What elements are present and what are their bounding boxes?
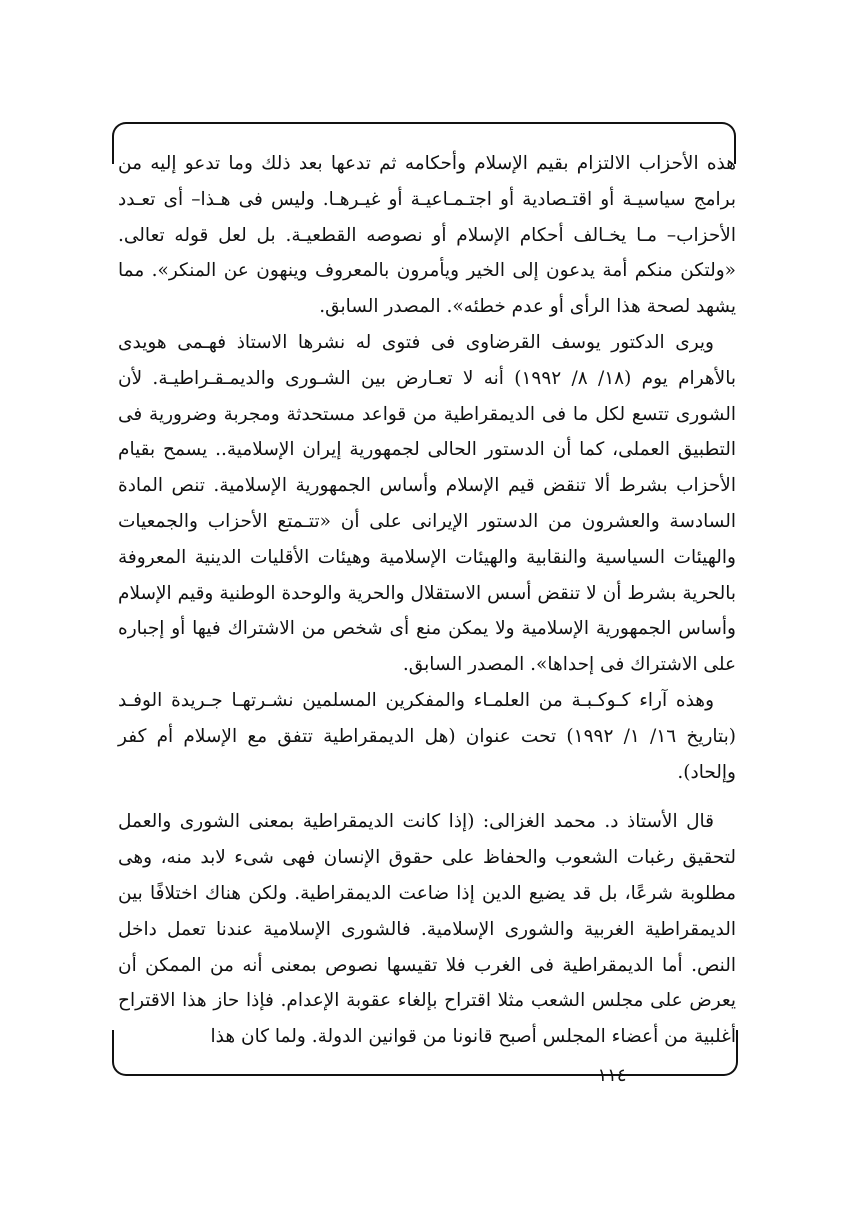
paragraph-1: هذه الأحزاب الالتزام بقيم الإسلام وأحكامه ثم تدعها بعد ذلك وما تدعو إليه من برامج سياسيـة أو اقتـصادية أو اجتـمـاعيـة أو غيـرهـا. وليس فى هـذا– أى تعـدد الأحزاب– مـا يخـالف أحكام الإسلام أو نصوصه القطعيـة. بل لعل قوله تعالى. «ولتكن منكم أمة يدعون إلى الخير ويأمرون بالمعروف وينهون عن المنكر». مما يشهد لصحة هذا الرأى أو عدم خطئه». المصدر السابق. (118, 153, 736, 318)
paragraph-4: قال الأستاذ د. محمد الغزالى: (إذا كانت الديمقراطية بمعنى الشورى والعمل لتحقيق رغبات الشعوب والحفاظ على حقوق الإنسان فهى شىء لابد منه، وهى مطلوبة شرعًا، بل قد يضيع الدين إذا ضاعت الديمقراطية. ولكن هناك اختلافًا بين الديمقراطية الغربية والشورى الإسلامية. فالشورى الإسلامية عندنا تعمل داخل النص. أما الديمقراطية فى الغرب فلا تقيسها نصوص بمعنى أنه من الممكن أن يعرض على مجلس الشعب مثلا اقتراح بإلغاء عقوبة الإعدام. فإذا حاز هذا الاقتراح أغلبية من أعضاء المجلس أصبح قانونا من قوانين الدولة. ولما كان هذا (118, 811, 736, 1048)
body-text (118, 146, 736, 1055)
page-number: ١١٤ (597, 1065, 627, 1086)
paragraph-2: ويرى الدكتور يوسف القرضاوى فى فتوى له نشرها الاستاذ فهـمى هويدى بالأهرام يوم (١٨/ ٨/ ١٩٩٢) أنه لا تعـارض بين الشـورى والديمـقـراطيـة. لأن الشورى تتسع لكل ما فى الديمقراطية من قواعد مستحدثة ومجربة وضرورية فى التطبيق العملى، كما أن الدستور الحالى لجمهورية إيران الإسلامية.. يسمح بقيام الأحزاب بشرط ألا تنقض قيم الإسلام وأساس الجمهورية الإسلامية. تنص المادة السادسة والعشرون من الدستور الإيرانى على أن «تتـمتع الأحزاب والجمعيات والهيئات السياسية والنقابية والهيئات الإسلامية وهيئات الأقليات الدينية المعروفة بالحرية بشرط أن لا تنقض أسس الاستقلال والحرية والوحدة الوطنية وقيم الإسلام وأساس الجمهورية الإسلامية ولا يمكن منع أى شخص من الاشتراك فيها أو إجباره على الاشتراك فى إحداها». المصدر السابق. (118, 331, 736, 676)
paragraph-3: وهذه آراء كـوكـبـة من العلمـاء والمفكرين المسلمين نشـرتهـا جـريدة الوفـد (بتاريخ ١٦/ ١/ ١٩٩٢) تحت عنوان (هل الديمقراطية تتفق مع الإسلام أم كفر وإلحاد). (118, 689, 736, 783)
